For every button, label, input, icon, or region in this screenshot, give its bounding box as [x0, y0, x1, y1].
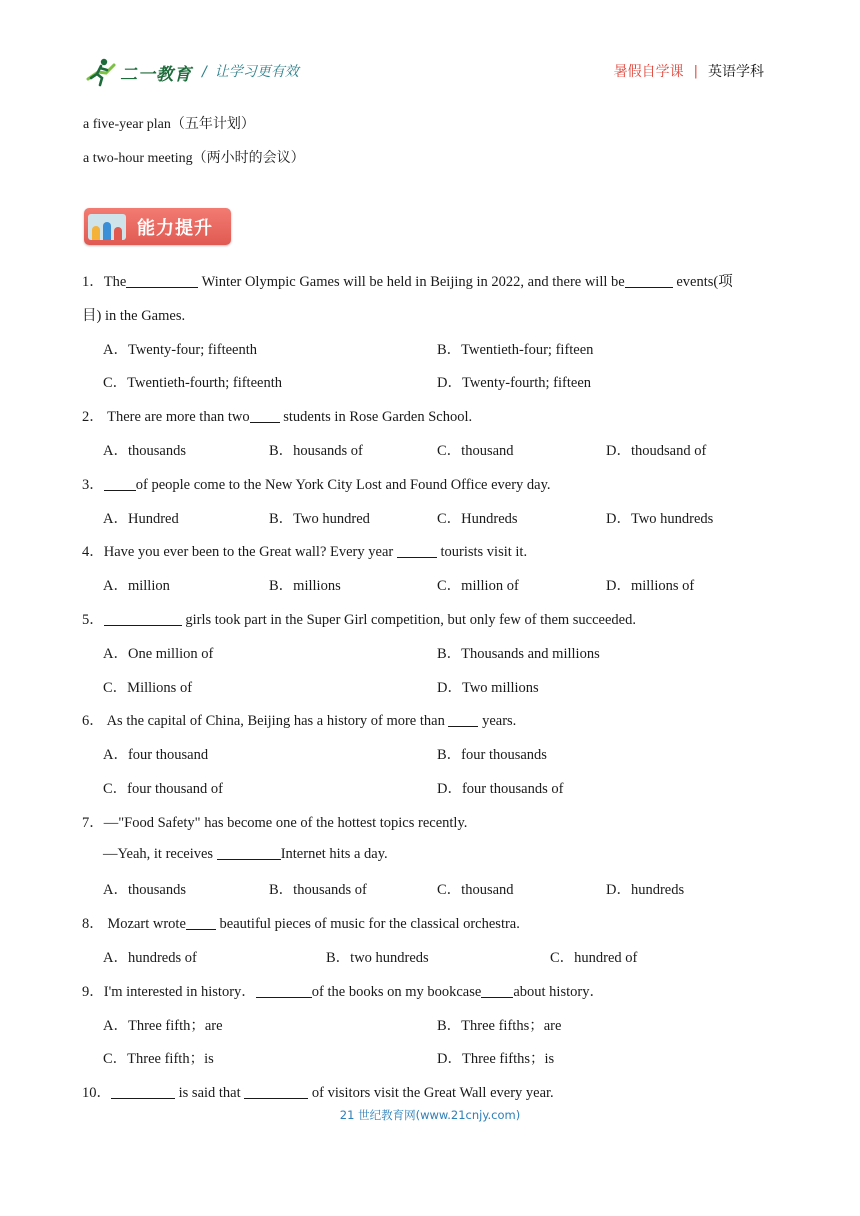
- stem-text: events(项: [672, 274, 733, 290]
- intro-line-2: a two-hour meeting（两小时的会议）: [83, 151, 305, 166]
- option-C[interactable]: C．Millions of: [103, 679, 193, 696]
- answer-blank[interactable]: [625, 273, 673, 288]
- stem-text: is said that: [175, 1085, 245, 1102]
- slogan: [202, 61, 299, 81]
- question-5-stem: [82, 608, 636, 629]
- option-A[interactable]: A．Hundred: [103, 510, 179, 527]
- answer-blank[interactable]: [256, 983, 312, 998]
- option-C[interactable]: C．thousand: [437, 443, 514, 459]
- option-A[interactable]: A．Three fifth；are: [103, 1017, 223, 1034]
- header-separator: |: [693, 63, 698, 79]
- option-A[interactable]: A．Twenty-four; fifteenth: [103, 341, 258, 358]
- people-icon: [88, 214, 126, 240]
- option-C[interactable]: C．Twentieth-fourth; fifteenth: [103, 375, 282, 392]
- stem-text: 8． Mozart wrote: [82, 916, 186, 933]
- option-C[interactable]: C．Three fifth；is: [103, 1051, 214, 1068]
- stem-text: 5．: [82, 612, 104, 628]
- question-4-stem: [82, 540, 527, 561]
- stem-text: Winter Olympic Games will be held in Beijing in 2022, and there will be: [198, 274, 625, 290]
- option-D[interactable]: D．thoudsand of: [606, 443, 707, 459]
- page-header: [0, 0, 860, 100]
- section-badge-label: 能力提升: [137, 217, 213, 239]
- option-D[interactable]: D．Three fifths；is: [437, 1051, 555, 1068]
- option-C[interactable]: C．hundred of: [550, 950, 638, 966]
- question-7-stem: [82, 811, 467, 832]
- course-info: [614, 61, 764, 81]
- option-A[interactable]: A．One million of: [103, 645, 214, 662]
- answer-blank[interactable]: [481, 983, 513, 998]
- stem-text: 9．I'm interested in history．: [82, 983, 256, 1000]
- option-D[interactable]: D．Twenty-fourth; fifteen: [437, 375, 592, 392]
- option-B[interactable]: B．thousands of: [269, 882, 367, 899]
- answer-blank[interactable]: [244, 1084, 308, 1099]
- question-3-stem: [82, 473, 551, 494]
- stem-text: years.: [478, 713, 517, 730]
- option-B[interactable]: B．two hundreds: [326, 950, 429, 966]
- answer-blank[interactable]: [250, 408, 280, 423]
- section-badge: [84, 208, 231, 245]
- brand-logo: [84, 55, 192, 89]
- runner-logo-icon: [84, 55, 118, 89]
- intro-line-1: a five-year plan（五年计划）: [83, 117, 255, 132]
- option-C[interactable]: C．Hundreds: [437, 510, 518, 527]
- option-B[interactable]: B．Thousands and millions: [437, 645, 600, 662]
- answer-blank[interactable]: [126, 273, 198, 288]
- option-C[interactable]: C．million of: [437, 578, 519, 595]
- page-footer: 21 世纪教育网(www.21cnjy.com): [339, 1108, 521, 1122]
- stem-text: beautiful pieces of music for the classical orchestra.: [215, 916, 520, 933]
- option-A[interactable]: A．hundreds of: [103, 950, 197, 966]
- option-D[interactable]: D．Two millions: [437, 679, 539, 696]
- stem-text: 10．: [82, 1085, 111, 1102]
- question-6-stem: [82, 709, 516, 730]
- stem-text: 6． As the capital of China, Beijing has a history of more than: [82, 713, 449, 730]
- option-B[interactable]: B．millions: [269, 578, 341, 595]
- option-A[interactable]: A．thousands: [103, 443, 186, 459]
- slogan-divider: /: [202, 64, 207, 80]
- option-D[interactable]: D．hundreds: [606, 882, 685, 899]
- slogan-text: 让学习更有效: [214, 64, 299, 80]
- option-C[interactable]: C．four thousand of: [103, 781, 224, 797]
- option-B[interactable]: B．housands of: [269, 443, 363, 459]
- stem-text: 1．The: [82, 274, 127, 290]
- stem-text: of people come to the New York City Lost and Found Office every day.: [135, 476, 551, 493]
- question-1-stem-cont: 目) in the Games.: [82, 307, 186, 324]
- option-D[interactable]: D．Two hundreds: [606, 510, 714, 527]
- question-9-stem: [82, 980, 604, 1001]
- answer-blank[interactable]: [111, 1084, 175, 1099]
- stem-text: 3．: [82, 476, 104, 493]
- answer-blank[interactable]: [104, 611, 182, 626]
- question-7-reply: [103, 845, 388, 863]
- question-8-stem: [82, 912, 520, 933]
- question-1-stem: [82, 270, 733, 291]
- answer-blank[interactable]: [397, 543, 437, 558]
- stem-text: tourists visit it.: [436, 544, 528, 561]
- stem-text: 2． There are more than two: [82, 409, 250, 426]
- stem-text: —Yeah, it receives: [103, 845, 217, 862]
- option-C[interactable]: C．thousand: [437, 882, 514, 899]
- option-B[interactable]: B．Twentieth-four; fifteen: [437, 341, 594, 358]
- answer-blank[interactable]: [186, 915, 216, 930]
- answer-blank[interactable]: [448, 712, 478, 727]
- stem-text: 7．—"Food Safety" has become one of the hottest topics recently.: [82, 814, 468, 831]
- option-D[interactable]: D．four thousands of: [437, 781, 564, 797]
- logo-text: 二一教育: [120, 64, 192, 85]
- stem-text: of the books on my bookcase: [311, 983, 482, 1000]
- stem-text: girls took part in the Super Girl competition, but only few of them succeeded.: [181, 612, 636, 628]
- stem-text: students in Rose Garden School.: [279, 409, 473, 426]
- subject-label: 英语学科: [708, 64, 764, 80]
- question-10-stem: [82, 1081, 554, 1102]
- option-B[interactable]: B．Three fifths；are: [437, 1017, 562, 1034]
- question-2-stem: [82, 405, 472, 426]
- course-label: 暑假自学课: [613, 64, 684, 80]
- option-D[interactable]: D．millions of: [606, 578, 695, 595]
- option-B[interactable]: B．Two hundred: [269, 510, 370, 527]
- option-A[interactable]: A．four thousand: [103, 747, 209, 764]
- stem-text: about history．: [513, 983, 604, 1000]
- option-A[interactable]: A．thousands: [103, 882, 186, 899]
- answer-blank[interactable]: [104, 476, 136, 491]
- option-A[interactable]: A．million: [103, 578, 170, 595]
- option-B[interactable]: B．four thousands: [437, 747, 547, 764]
- stem-text: Internet hits a day.: [280, 845, 388, 862]
- answer-blank[interactable]: [217, 845, 281, 860]
- stem-text: 4．Have you ever been to the Great wall? Every year: [82, 544, 397, 561]
- stem-text: of visitors visit the Great Wall every year.: [308, 1085, 554, 1102]
